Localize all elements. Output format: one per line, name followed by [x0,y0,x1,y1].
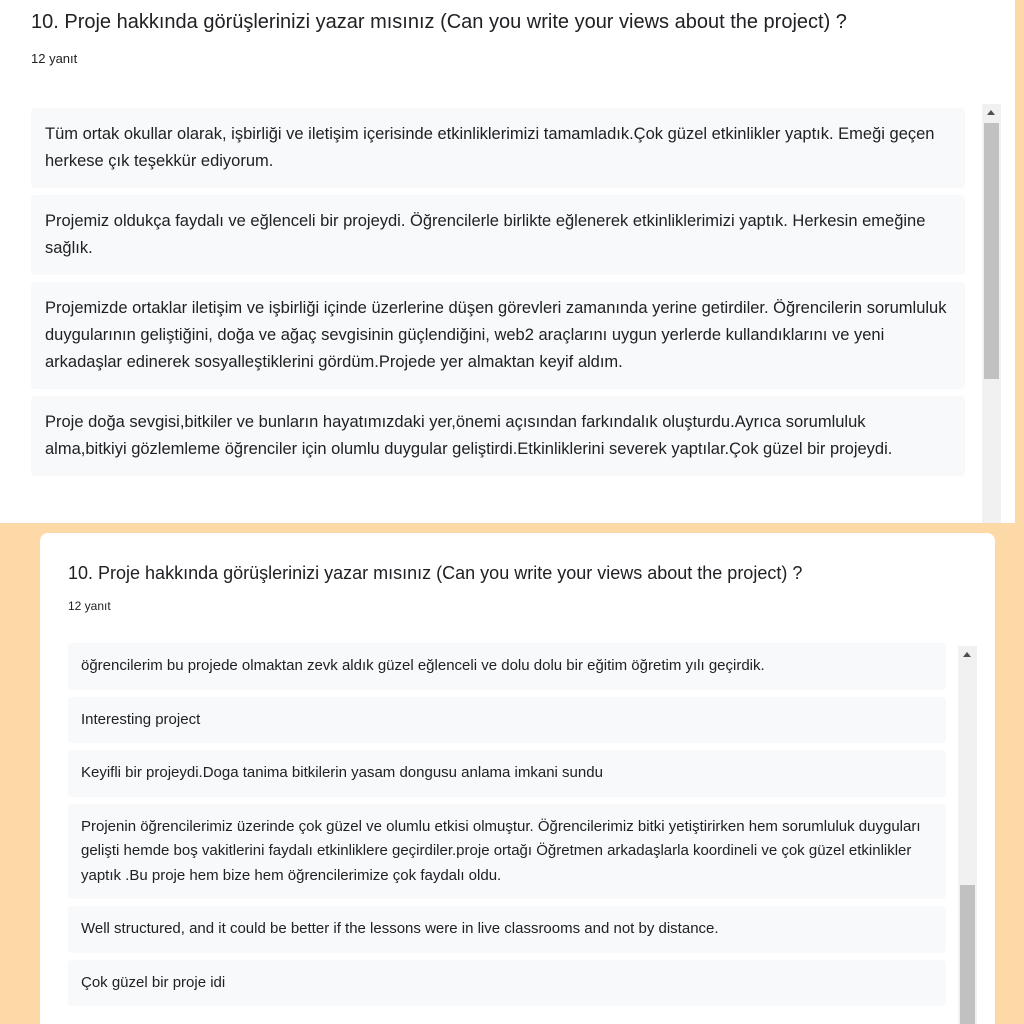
response-item: Interesting project [68,697,946,744]
response-list[interactable] [31,108,965,523]
response-list[interactable] [68,643,946,1024]
response-item: Projenin öğrencilerimiz üzerinde çok güzel ve olumlu etkisi olmuştur. Öğrencilerimiz bitki yetiştirirken hem sorumluluk duyguları gelişti hemde boş vakitlerini faydalı etkinliklere geçirdiler.proje ortağı Öğretmen arkadaşlarla koordineli ve çok güzel etkinlikler yaptık .Bu proje hem bize hem öğrencilerimize çok faydalı oldu. [68,804,946,900]
question-title: 10. Proje hakkında görüşlerinizi yazar mısınız (Can you write your views about the project) ? [68,563,803,583]
scrollbar[interactable] [982,104,1001,523]
response-count: 12 yanıt [31,51,78,66]
response-item: Projemizde ortaklar iletişim ve işbirliği içinde üzerlerine düşen görevleri zamanında yerine getirdiler. Öğrencilerin sorumluluk duygularının geliştiğini, doğa ve ağaç sevgisinin güçlendiğini, web2 araçlarını uygun yerlerde kullandıklarını ve yeni arkadaşlar edinerek sosyalleştiklerini gördüm.Projede yer almaktan keyif aldım. [31,282,965,389]
scrollbar-thumb[interactable] [984,123,999,379]
response-count: 12 yanıt [68,599,111,613]
scrollbar-thumb[interactable] [960,885,975,1024]
response-item: öğrencilerim bu projede olmaktan zevk aldık güzel eğlenceli ve dolu dolu bir eğitim öğretim yılı geçirdik. [68,643,946,690]
response-item: Projemiz oldukça faydalı ve eğlenceli bir projeydi. Öğrencilerle birlikte eğlenerek etkinliklerimizi yaptık. Herkesin emeğine sağlık. [31,195,965,275]
response-item: Çok güzel bir proje idi [68,960,946,1007]
question-title: 10. Proje hakkında görüşlerinizi yazar mısınız (Can you write your views about the project) ? [31,11,847,33]
response-item: Keyifli bir projeydi.Doga tanima bitkilerin yasam dongusu anlama imkani sundu [68,750,946,797]
scrollbar[interactable] [958,646,977,1024]
scroll-up-arrow-icon[interactable] [963,652,971,657]
response-panel-bottom [40,533,995,1024]
response-item: Tüm ortak okullar olarak, işbirliği ve iletişim içerisinde etkinliklerimizi tamamladık.Çok güzel etkinlikler yaptık. Emeği geçen herkese çık teşekkür ediyorum. [31,108,965,188]
response-item: Well structured, and it could be better if the lessons were in live classrooms and not by distance. [68,906,946,953]
scroll-up-arrow-icon[interactable] [987,110,995,115]
response-item: Proje doğa sevgisi,bitkiler ve bunların hayatımızdaki yer,önemi açısından farkındalık oluşturdu.Ayrıca sorumluluk alma,bitkiyi gözlemleme öğrenciler için olumlu duygular geliştirdi.Etkinliklerini severek yaptılar.Çok güzel bir projeydi. [31,396,965,476]
